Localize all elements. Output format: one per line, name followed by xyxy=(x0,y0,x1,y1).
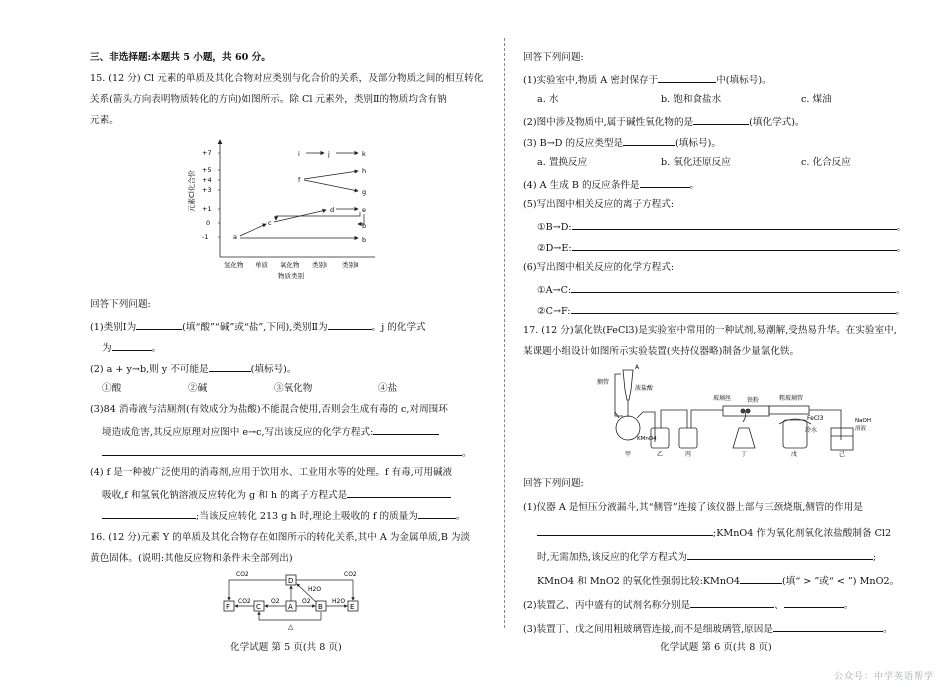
q15-p1-text-e: 。 xyxy=(151,343,162,354)
q15-p1-text-d: 为 xyxy=(102,343,112,354)
answer-blank[interactable] xyxy=(418,509,456,519)
apparatus-label: 玻璃丝 xyxy=(713,395,732,402)
chart-point-e: e xyxy=(362,206,366,214)
q15-part2-options xyxy=(90,383,397,395)
q16-prompt: 回答下列问题: xyxy=(523,52,584,63)
q15-part1-line1 xyxy=(90,320,426,334)
q15-intro-1: 15. (12 分) Cl 元素的单质及其化合物对应类别与化合价的关系，及部分物质之间的相互转化 xyxy=(90,73,484,84)
answer-blank[interactable] xyxy=(571,304,896,314)
q16-p6-1-text: ①A→C: xyxy=(537,285,572,296)
chart-ytick: 0 xyxy=(206,219,211,227)
answer-blank[interactable] xyxy=(690,598,774,608)
q17-p1-text-6: (填“ > ”或“ < ”) MnO2。 xyxy=(781,576,900,587)
q17-p3-end: 。 xyxy=(882,624,893,635)
q16-p4-tail: 。 xyxy=(689,180,700,191)
answer-blank[interactable] xyxy=(687,550,873,560)
line-end: 。 xyxy=(896,222,907,233)
q15-p1-text-c: 。j 的化学式 xyxy=(371,322,426,333)
answer-blank[interactable] xyxy=(102,509,196,519)
diagram-label: △ xyxy=(288,623,294,631)
chart-xlabel: 物质类别 xyxy=(278,272,304,280)
option: a. 水 xyxy=(537,94,559,105)
chart-xtick: 类别Ⅱ xyxy=(342,261,359,269)
q16-p5-2-text: ②D→E: xyxy=(537,243,572,254)
option: b. 饱和食盐水 xyxy=(661,94,722,105)
q16-part6: (6)写出图中相关反应的化学方程式: xyxy=(523,262,675,273)
q15-part3-line1: (3)84 消毒液与洁厕剂(有效成分为盐酸)不能混合使用,否则会生成有毒的 c,对周围环 xyxy=(90,404,448,415)
apparatus-label: FeCl3 xyxy=(807,415,824,422)
chart-xtick: 氧化物 xyxy=(280,261,300,269)
q17-p2-end: 。 xyxy=(843,600,854,611)
chart-point-b: b xyxy=(362,222,367,230)
q17-p1-text-4: ; xyxy=(873,552,877,563)
answer-blank[interactable] xyxy=(572,220,897,230)
chart-point-k: k xyxy=(362,150,366,158)
diagram-label: CO2 xyxy=(344,571,357,578)
diagram-label: O2 xyxy=(271,598,280,605)
q17-intro-1: 17. (12 分)氯化铁(FeCl3)是实验室中常用的一种试剂,易潮解,受热易升华。在实验室中, xyxy=(523,325,897,336)
q16-part6-1 xyxy=(523,283,906,297)
diagram-label: CO2 xyxy=(238,598,251,605)
answer-blank[interactable] xyxy=(136,320,182,330)
diagram-label: H2O xyxy=(332,598,346,605)
q16-intro-2: 黄色固体。(说明:其他反应物和条件未全部列出) xyxy=(90,553,293,564)
chart-ytick: +4 xyxy=(202,176,212,184)
q16-part3-options xyxy=(523,157,851,169)
q15-p3-end: 。 xyxy=(462,448,472,459)
apparatus-label: 铁粉 xyxy=(747,397,760,404)
option: c. 化合反应 xyxy=(801,157,851,168)
diagram-label: CO2 xyxy=(236,571,249,578)
line-end: 。 xyxy=(895,306,906,317)
apparatus-label: 粗玻璃管 xyxy=(779,395,804,402)
chart-ytick: +1 xyxy=(202,205,212,213)
q16-p5-1-text: ①B→D: xyxy=(537,222,572,233)
q15-part3-line3 xyxy=(90,446,472,460)
q17-p1-text-5: KMnO4 和 MnO2 的氧化性强弱比较:KMnO4 xyxy=(537,576,740,587)
q16-part1 xyxy=(523,73,772,87)
apparatus-label: 戊 xyxy=(791,451,798,458)
q15-p1-text-b: (填“酸”“碱”或“盐”,下同),类别Ⅱ为 xyxy=(182,322,328,333)
q17-part1-line4 xyxy=(523,574,899,588)
q17-intro-2: 某课题小组设计如图所示实验装置(夹持仪器略)制备少量氯化铁。 xyxy=(523,346,800,357)
q15-part4-line1: (4) f 是一种被广泛使用的消毒剂,应用于饮用水、工业用水等的处理。f 有毒,可用碱液 xyxy=(90,467,453,478)
answer-blank[interactable] xyxy=(773,622,883,632)
option: c. 煤油 xyxy=(801,94,832,105)
chart-ytick: +7 xyxy=(202,149,212,157)
chart-xtick: 单质 xyxy=(255,261,268,269)
q17-prompt: 回答下列问题: xyxy=(523,478,584,489)
chart-ytick: -1 xyxy=(202,233,209,241)
chart-point-j: j xyxy=(328,150,330,158)
node-E: E xyxy=(350,603,355,611)
apparatus-label: NaOH xyxy=(855,418,871,424)
q15-part1-line2 xyxy=(90,341,161,355)
answer-blank[interactable] xyxy=(658,73,716,83)
q15-p4-text: 吸收,f 和氢氧化钠溶液反应转化为 g 和 h 的离子方程式是 xyxy=(102,490,348,501)
chart-ytick: +3 xyxy=(202,186,212,194)
q16-p6-2-text: ②C→F: xyxy=(537,306,571,317)
diagram-label: O2 xyxy=(302,598,311,605)
q17-part1-line2 xyxy=(523,526,891,540)
q15-p4-end: 。 xyxy=(455,511,466,522)
q16-p1-text: (1)实验室中,物质 A 密封保存于 xyxy=(523,75,659,86)
q16-part2 xyxy=(523,115,805,129)
chart-xtick: 氢化物 xyxy=(224,261,244,269)
node-D: D xyxy=(288,577,294,585)
answer-blank[interactable] xyxy=(112,341,152,351)
q15-p2-text-b: (填标号)。 xyxy=(250,364,297,375)
chart-point-b: b xyxy=(362,236,367,244)
diagram-label: H2O xyxy=(308,586,322,593)
q16-part5-1 xyxy=(523,220,906,234)
q17-p2-mid: 、 xyxy=(774,600,784,611)
q16-intro-1: 16. (12 分)元素 Y 的单质及其化合物存在如图所示的转化关系,其中 A 为金属单质,B 为淡 xyxy=(90,532,471,543)
q15-p3-text: 境造成危害,其反应原理对应图中 e→c,写出该反应的化学方程式: xyxy=(102,427,374,438)
apparatus-label: 丙 xyxy=(685,451,692,458)
chart-point-c: c xyxy=(268,219,272,227)
answer-blank[interactable] xyxy=(693,115,749,125)
answer-blank[interactable] xyxy=(571,283,896,293)
chart-point-d: d xyxy=(330,206,335,214)
q17-apparatus xyxy=(583,362,883,458)
q16-p3-tail: (填标号)。 xyxy=(675,138,721,149)
chart-ylabel: 元素Cl化合价 xyxy=(188,170,196,212)
answer-blank[interactable] xyxy=(328,320,372,330)
option: a. 置换反应 xyxy=(537,157,588,168)
answer-blank[interactable] xyxy=(102,446,462,456)
option: ②碱 xyxy=(188,383,208,394)
chart-point-i: i xyxy=(298,150,300,158)
answer-blank[interactable] xyxy=(572,241,897,251)
q16-part5-2 xyxy=(523,241,906,255)
apparatus-label: 乙 xyxy=(657,451,664,458)
q16-part3 xyxy=(523,136,721,150)
section-title: 三、非选择题:本题共 5 小题，共 60 分。 xyxy=(90,52,271,63)
line-end: 。 xyxy=(896,243,907,254)
chart-point-f: f xyxy=(298,176,301,184)
option: ①酸 xyxy=(102,383,122,394)
answer-blank[interactable] xyxy=(209,362,251,372)
watermark: 公众号：中学英语帮学 xyxy=(833,672,934,682)
q17-part1-line3 xyxy=(523,550,876,564)
q16-part5: (5)写出图中相关反应的离子方程式: xyxy=(523,199,675,210)
q16-diagram xyxy=(216,566,376,632)
q16-p2-text: (2)图中涉及物质中,属于碱性氧化物的是 xyxy=(523,117,694,128)
valence-chart xyxy=(180,132,380,282)
q17-p1-text-3: 时,无需加热,该反应的化学方程式为 xyxy=(537,552,688,563)
apparatus-label: 侧管 xyxy=(597,379,610,386)
apparatus-label: A xyxy=(635,364,640,371)
apparatus-label: 浓盐酸 xyxy=(635,385,654,392)
q17-part2 xyxy=(523,598,853,612)
q15-intro-3: 元素。 xyxy=(90,115,119,126)
page-footer-left: 化学试题 第 5 页(共 8 页) xyxy=(230,642,342,653)
q15-part4-line3 xyxy=(90,509,465,523)
apparatus-label: KMnO4 xyxy=(637,436,657,442)
q16-part1-options xyxy=(523,94,832,106)
q17-p1-text-2: ;KMnO4 作为氧化剂氧化浓盐酸制备 Cl2 xyxy=(713,528,892,539)
q16-part6-2 xyxy=(523,304,905,318)
q15-intro-2: 关系(箭头方向表明物质转化的方向)如图所示。除 Cl 元素外，类别Ⅱ的物质均含有钠 xyxy=(90,94,447,105)
chart-point-a: a xyxy=(233,233,237,241)
q17-part1-line1: (1)仪器 A 是恒压分液漏斗,其“侧管”连接了该仪器上部与三颈烧瓶,侧管的作用是 xyxy=(523,502,863,513)
apparatus-label: 溶液 xyxy=(855,426,867,432)
q15-p1-text-a: (1)类别Ⅰ为 xyxy=(90,322,137,333)
q17-p3-text: (3)装置丁、戊之间用粗玻璃管连接,而不是细玻璃管,原因是 xyxy=(523,624,773,635)
chart-point-h: h xyxy=(362,167,367,175)
answer-blank[interactable] xyxy=(537,526,713,536)
q15-answer-prompt: 回答下列问题: xyxy=(90,299,151,310)
option: b. 氧化还原反应 xyxy=(661,157,731,168)
node-B: B xyxy=(318,603,323,611)
q16-p3-text: (3) B→D 的反应类型是 xyxy=(523,138,624,149)
q17-p2-text: (2)装置乙、丙中盛有的试剂名称分别是 xyxy=(523,600,691,611)
q16-p4-text: (4) A 生成 B 的反应条件是 xyxy=(523,180,640,191)
node-A: A xyxy=(288,603,293,611)
q16-p1-tail: 中(填标号)。 xyxy=(716,75,772,86)
answer-blank[interactable] xyxy=(740,574,782,584)
q15-part2 xyxy=(90,362,297,376)
line-end: 。 xyxy=(896,285,906,296)
node-C: C xyxy=(256,603,261,611)
page-footer-right: 化学试题 第 6 页(共 8 页) xyxy=(660,642,772,653)
answer-blank[interactable] xyxy=(347,488,451,498)
apparatus-label: 丁 xyxy=(741,451,748,458)
q16-p2-tail: (填化学式)。 xyxy=(749,117,805,128)
option: ④盐 xyxy=(378,383,398,394)
answer-blank[interactable] xyxy=(623,136,675,146)
q15-p2-text-a: (2) a + y→b,则 y 不可能是 xyxy=(90,364,209,375)
answer-blank[interactable] xyxy=(373,425,439,435)
q15-p4-text-2: ;当该反应转化 213 g h 时,理论上吸收的 f 的质量为 xyxy=(196,511,418,522)
q15-part3-line2 xyxy=(90,425,439,439)
column-divider xyxy=(504,38,505,628)
chart-xtick: 类别Ⅰ xyxy=(312,261,327,269)
apparatus-label: 己 xyxy=(839,451,846,458)
chart-ytick: +5 xyxy=(202,166,212,174)
apparatus-label: 冷水 xyxy=(805,427,818,434)
q17-part3 xyxy=(523,622,893,636)
chart-point-g: g xyxy=(362,188,367,196)
option: ③氧化物 xyxy=(274,383,313,394)
apparatus-label: 甲 xyxy=(625,451,632,458)
answer-blank[interactable] xyxy=(784,598,844,608)
q16-part4 xyxy=(523,178,699,192)
answer-blank[interactable] xyxy=(640,178,690,188)
chart-arrows xyxy=(240,153,367,238)
q15-part4-line2 xyxy=(90,488,451,502)
node-F: F xyxy=(226,603,231,611)
